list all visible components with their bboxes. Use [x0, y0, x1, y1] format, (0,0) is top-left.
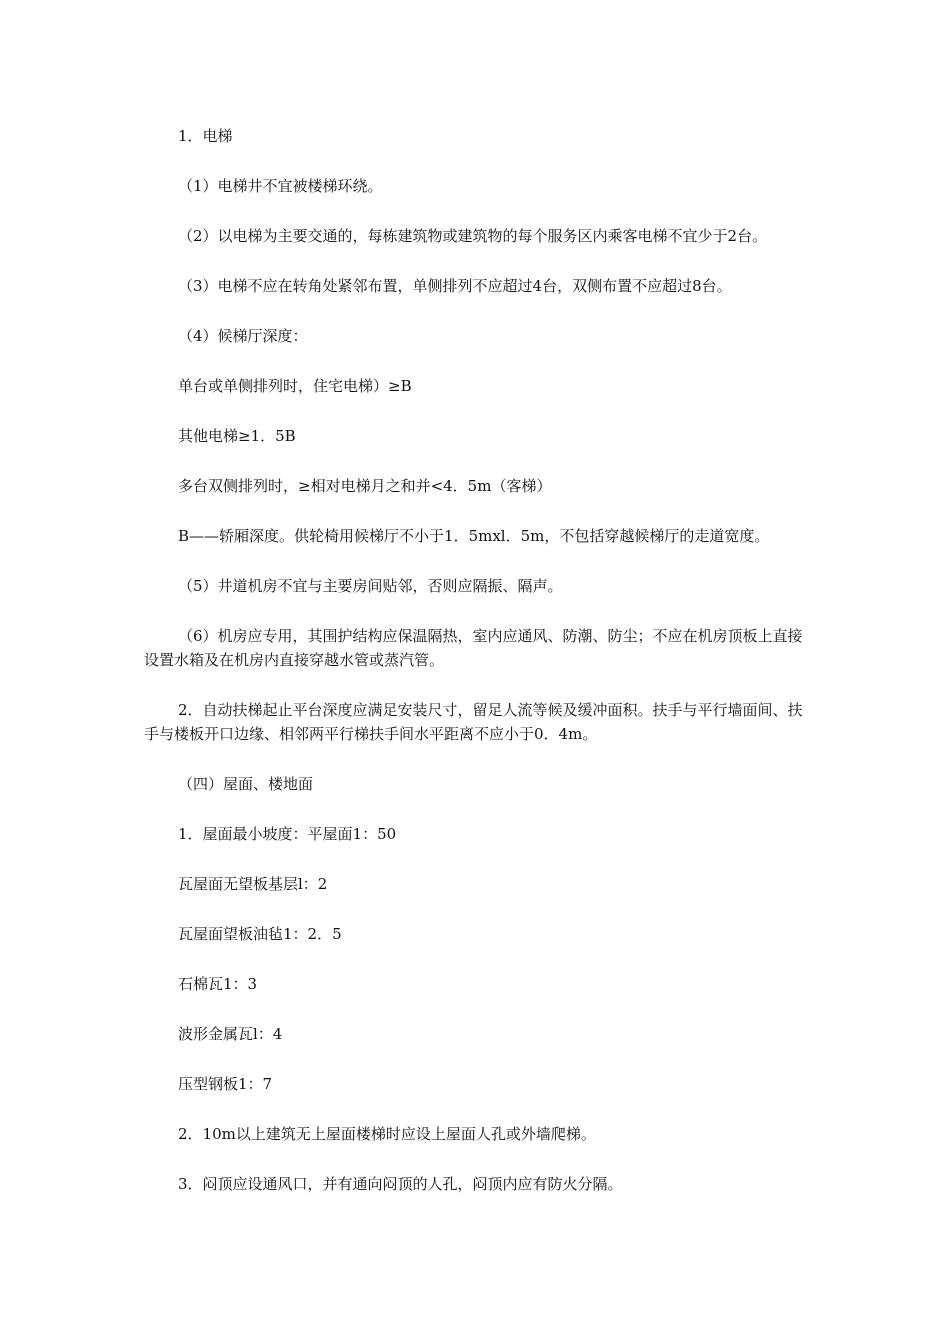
- paragraph: 压型钢板1：7: [178, 1075, 273, 1093]
- paragraph: 1．屋面最小坡度：平屋面1：50: [178, 825, 397, 843]
- paragraph: （1）电梯井不宜被楼梯环绕。: [178, 177, 383, 195]
- paragraph: 多台双侧排列时，≥相对电梯月之和并<4．5m（客梯）: [178, 477, 552, 495]
- paragraph: 波形金属瓦l：4: [178, 1025, 283, 1043]
- paragraph: （4）候梯厅深度：: [178, 327, 308, 345]
- paragraph: 石棉瓦1：3: [178, 975, 258, 993]
- paragraph: 瓦屋面望板油毡1：2．5: [178, 925, 342, 943]
- paragraph: （5）井道机房不宜与主要房间贴邻，否则应隔振、隔声。: [178, 577, 563, 595]
- paragraph: 其他电梯≥1．5B: [178, 427, 296, 445]
- paragraph: 瓦屋面无望板基层l：2: [178, 875, 328, 893]
- paragraph: （3）电梯不应在转角处紧邻布置，单侧排列不应超过4台，双侧布置不应超过8台。: [178, 277, 732, 295]
- section-heading-roof-floor: （四）屋面、楼地面: [178, 775, 314, 793]
- paragraph: 单台或单侧排列时，住宅电梯）≥B: [178, 377, 412, 395]
- paragraph: 2．自动扶梯起止平台深度应满足安装尺寸，留足人流等候及缓冲面积。扶手与平行墙面间、扶手与楼板开口边缘、相邻两平行梯扶手间水平距离不应小于0．4m。: [144, 701, 803, 743]
- heading-elevator: 1．电梯: [178, 127, 233, 145]
- paragraph: B——轿厢深度。供轮椅用候梯厅不小于1．5mxl．5m，不包括穿越候梯厅的走道宽度。: [178, 527, 770, 545]
- paragraph: （2）以电梯为主要交通的，每栋建筑物或建筑物的每个服务区内乘客电梯不宜少于2台。: [178, 227, 768, 245]
- paragraph: 3．闷顶应设通风口，并有通向闷顶的人孔，闷顶内应有防火分隔。: [178, 1175, 623, 1193]
- paragraph: 2．10m以上建筑无上屋面楼梯时应设上屋面人孔或外墙爬梯。: [178, 1125, 596, 1143]
- paragraph: （6）机房应专用，其围护结构应保温隔热，室内应通风、防潮、防尘；不应在机房顶板上直接设置水箱及在机房内直接穿越水管或蒸汽管。: [144, 627, 803, 669]
